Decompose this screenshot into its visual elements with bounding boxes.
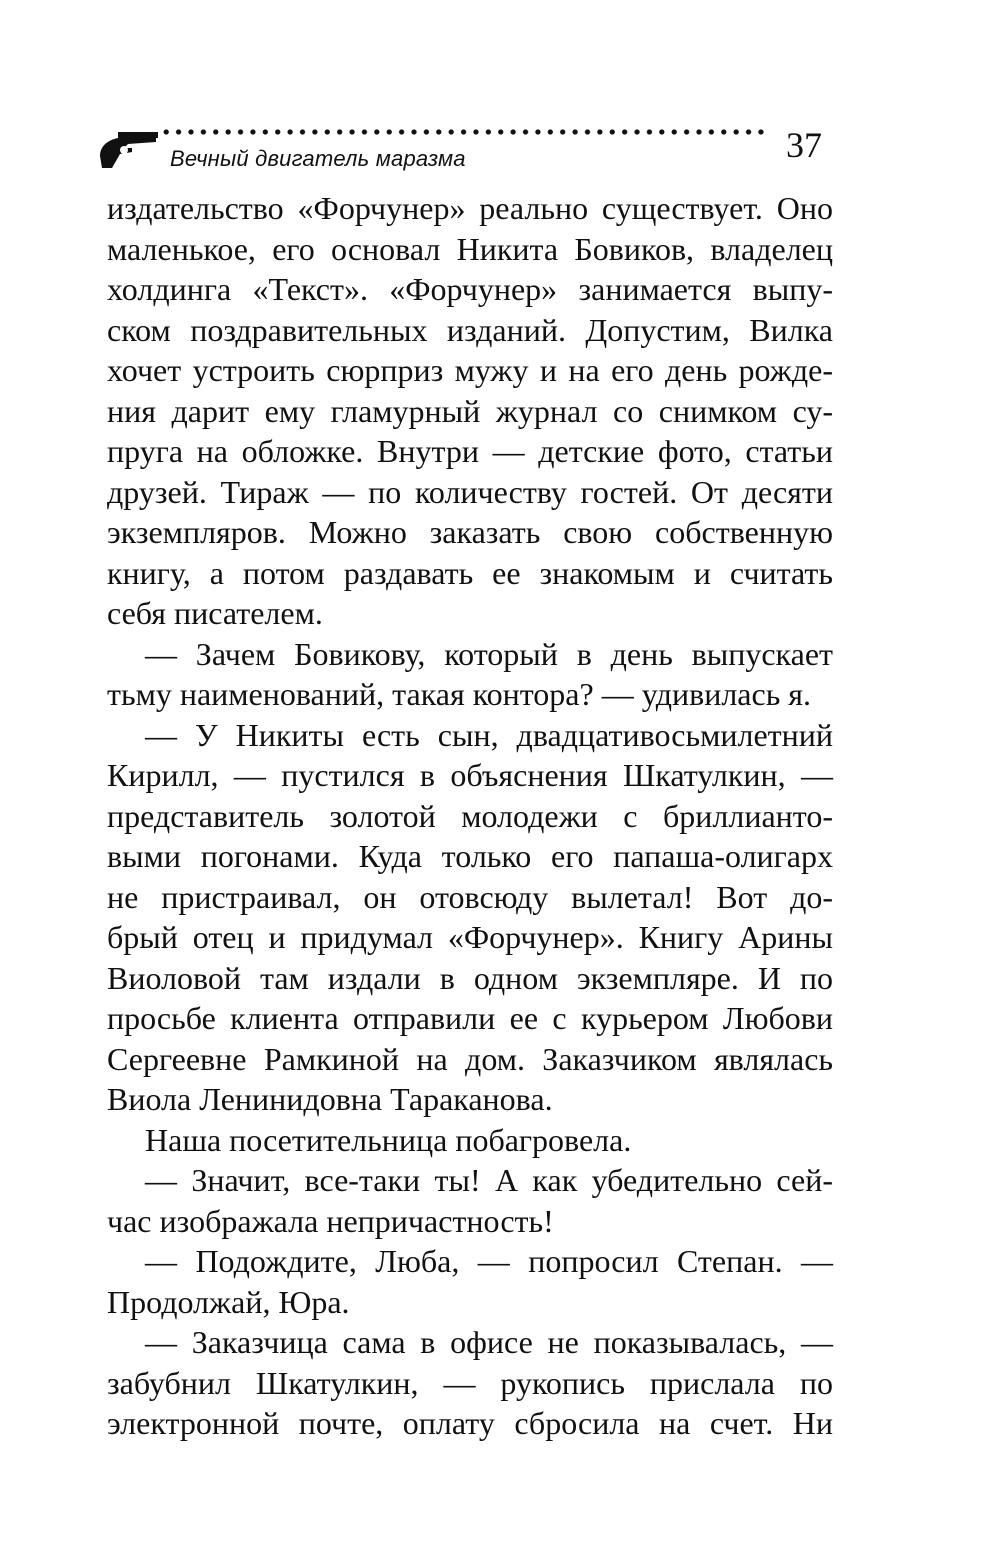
- text-line: — Значит, все-таки ты! А как убедительно сей-: [145, 1162, 833, 1198]
- text-line: выми погонами. Куда только его папаша-олигарх: [107, 838, 833, 874]
- text-line: хочет устроить сюрприз мужу и на его день рожде-: [107, 352, 833, 388]
- text-line: — Подождите, Люба, — попросил Степан. —: [145, 1243, 833, 1279]
- text-line: экземпляров. Можно заказать свою собственную: [107, 514, 833, 550]
- text-line: ском поздравительных изданий. Допустим, Вилка: [107, 311, 833, 348]
- text-line: Виоловой там издали в одном экземпляре. И по: [107, 959, 833, 996]
- text-line: брый отец и придумал «Форчунер». Книгу Арины: [107, 919, 833, 955]
- text-line: Виола Ленинидовна Тараканова.: [107, 1081, 553, 1117]
- text-line: представитель золотой молодежи с бриллианто-: [107, 797, 833, 834]
- text-line: Продолжай, Юра.: [107, 1283, 350, 1320]
- page-number: 37: [786, 125, 822, 165]
- running-header-title: Вечный двигатель маразма: [170, 146, 466, 171]
- text-line: друзей. Тираж — по количеству гостей. От десяти: [107, 473, 833, 510]
- text-line: — Зачем Бовикову, который в день выпускает: [145, 635, 833, 672]
- text-line: себя писателем.: [107, 595, 323, 631]
- text-line: ния дарит ему гламурный журнал со снимком су-: [107, 392, 833, 429]
- text-line: Сергеевне Рамкиной на дом. Заказчиком являлась: [107, 1040, 833, 1077]
- text-line: тьму наименований, такая контора? — удивилась я.: [107, 676, 812, 712]
- text-line: Кирилл, — пустился в объяснения Шкатулкин, —: [107, 757, 833, 793]
- text-line: просьбе клиента отправили ее с курьером Любови: [107, 1000, 833, 1036]
- revolver-icon: [98, 126, 160, 170]
- text-line: пруга на обложке. Внутри — детские фото, статьи: [107, 433, 833, 469]
- text-line: забубнил Шкатулкин, — рукопись прислала по: [107, 1364, 833, 1401]
- text-line: издательство «Форчунер» реально существует. Оно: [107, 190, 833, 226]
- header-dotted-rule: [160, 126, 770, 138]
- text-line: книгу, а потом раздавать ее знакомым и считать: [107, 554, 833, 591]
- text-line: не пристраивал, он отовсюду вылетал! Вот до-: [107, 878, 833, 915]
- text-line: — Заказчица сама в офисе не показывалась, —: [145, 1324, 833, 1360]
- text-line: Наша посетительница побагровела.: [145, 1121, 632, 1158]
- body-text: [107, 188, 833, 1444]
- text-line: электронной почте, оплату сбросила на счет. Ни: [107, 1405, 833, 1441]
- text-line: холдинга «Текст». «Форчунер» занимается выпу-: [107, 271, 833, 307]
- text-line: — У Никиты есть сын, двадцативосьмилетний: [145, 716, 833, 753]
- text-line: час изображала непричастность!: [107, 1202, 554, 1239]
- text-line: маленькое, его основал Никита Бовиков, владелец: [107, 230, 833, 267]
